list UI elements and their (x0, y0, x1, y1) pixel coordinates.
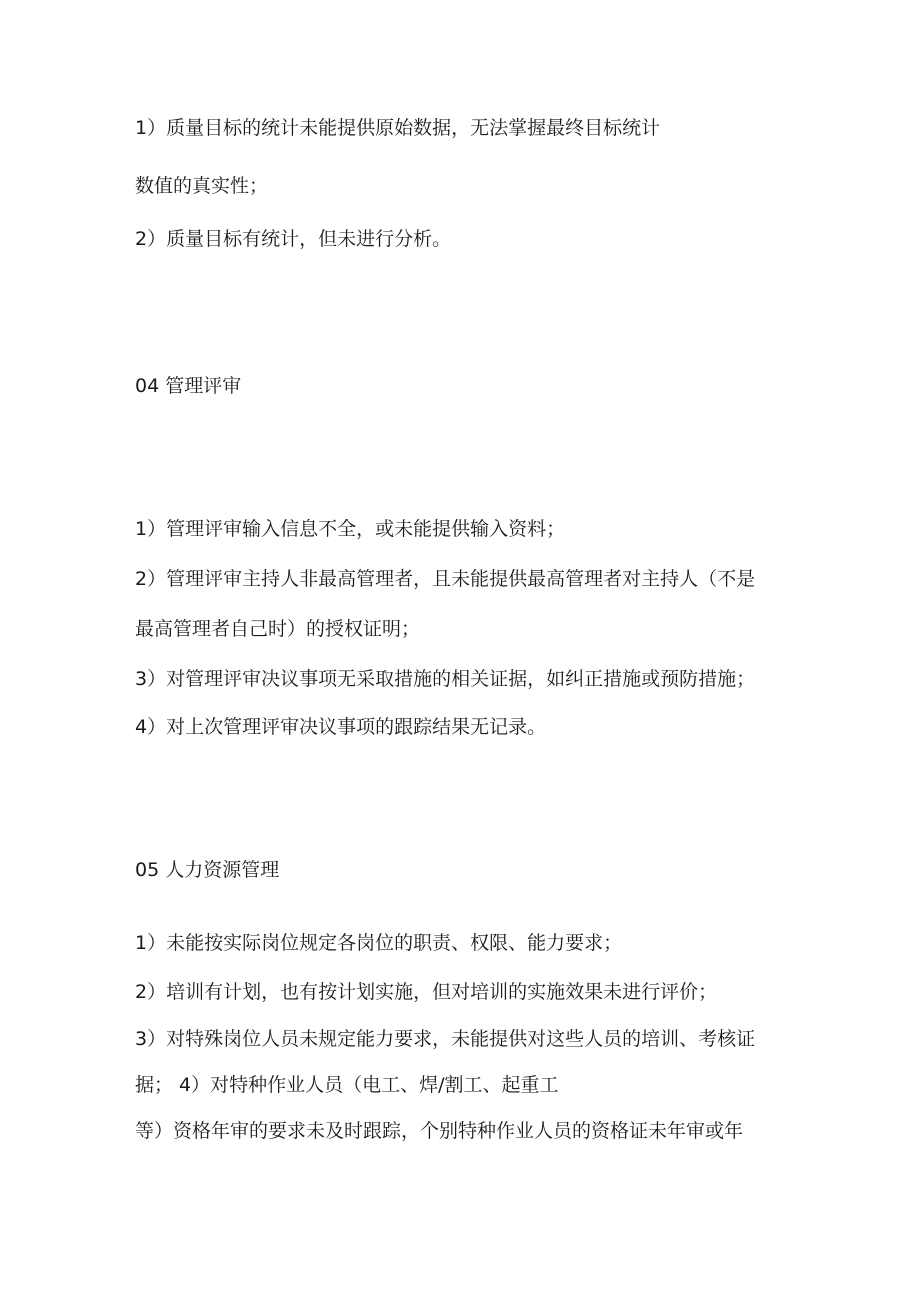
section-05-heading: 05 人力资源管理 (135, 859, 280, 881)
section-04-item-2: 2）管理评审主持人非最高管理者，且未能提供最高管理者对主持人（不是 (135, 568, 756, 590)
section-04-item-1: 1）管理评审输入信息不全，或未能提供输入资料； (135, 518, 566, 540)
section-05-item-3: 3）对特殊岗位人员未规定能力要求，未能提供对这些人员的培训、考核证 (135, 1028, 756, 1050)
section-05-item-2: 2）培训有计划，也有按计划实施，但对培训的实施效果未进行评价； (135, 981, 718, 1003)
section-03-item-1-cont: 数值的真实性； (135, 175, 269, 197)
section-04-item-2-cont: 最高管理者自己时）的授权证明； (135, 618, 421, 640)
section-05-item-4-cont: 等）资格年审的要求未及时跟踪，个别特种作业人员的资格证未年审或年 (135, 1120, 744, 1142)
section-03-item-2: 2）质量目标有统计，但未进行分析。 (135, 228, 452, 250)
section-04-item-4: 4）对上次管理评审决议事项的跟踪结果无记录。 (135, 716, 547, 738)
section-04-item-3: 3）对管理评审决议事项无采取措施的相关证据，如纠正措施或预防措施； (135, 668, 756, 690)
section-05-item-3-cont: 据； 4）对特种作业人员（电工、焊/割工、起重工 (135, 1074, 559, 1096)
section-05-item-1: 1）未能按实际岗位规定各岗位的职责、权限、能力要求； (135, 932, 623, 954)
section-04-heading: 04 管理评审 (135, 375, 242, 397)
section-03-item-1: 1）质量目标的统计未能提供原始数据，无法掌握最终目标统计 (135, 117, 661, 139)
